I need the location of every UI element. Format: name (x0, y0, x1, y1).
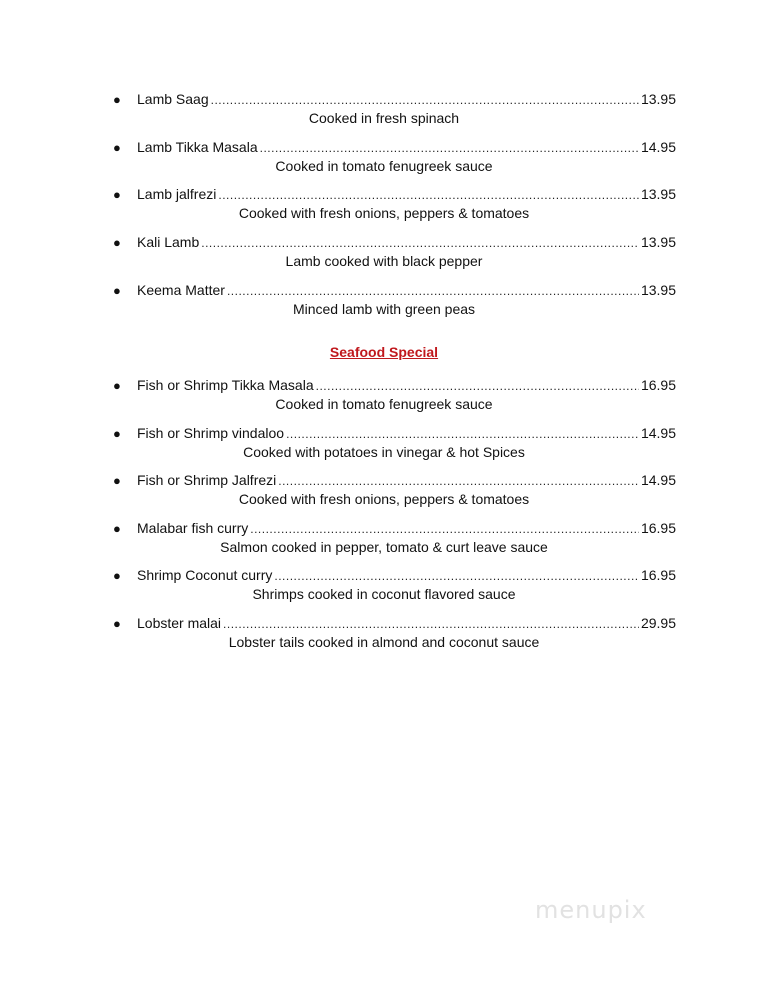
bullet-icon: ● (113, 140, 121, 155)
dot-leader (223, 615, 639, 633)
item-description: Salmon cooked in pepper, tomato & curt leave sauce (220, 539, 548, 555)
item-name: Lobster malai (137, 615, 222, 631)
item-name: Fish or Shrimp Tikka Masala (137, 377, 314, 393)
item-name: Lamb Saag (137, 91, 209, 107)
bullet-icon: ● (113, 283, 121, 298)
dot-leader (201, 234, 639, 252)
item-name: Keema Matter (137, 282, 225, 298)
item-name: Fish or Shrimp Jalfrezi (137, 472, 277, 488)
item-description: Shrimps cooked in coconut flavored sauce (252, 586, 516, 602)
dot-leader (218, 186, 639, 204)
item-price: 13.95 (640, 186, 676, 202)
item-price: 14.95 (640, 139, 676, 155)
item-description: Cooked in fresh spinach (308, 110, 460, 126)
bullet-icon: ● (113, 92, 121, 107)
item-description: Cooked with fresh onions, peppers & tomatoes (238, 491, 530, 507)
bullet-icon: ● (113, 568, 121, 583)
item-description: Cooked in tomato fenugreek sauce (275, 158, 493, 174)
bullet-icon: ● (113, 521, 121, 536)
item-price: 14.95 (640, 472, 676, 488)
item-description: Cooked with fresh onions, peppers & tomatoes (238, 205, 530, 221)
item-name: Fish or Shrimp vindaloo (137, 425, 285, 441)
bullet-icon: ● (113, 616, 121, 631)
dot-leader (286, 425, 639, 443)
item-name: Kali Lamb (137, 234, 200, 250)
bullet-icon: ● (113, 473, 121, 488)
bullet-icon: ● (113, 187, 121, 202)
bullet-icon: ● (113, 235, 121, 250)
item-description: Minced lamb with green peas (292, 301, 476, 317)
dot-leader (316, 377, 639, 395)
item-price: 14.95 (640, 425, 676, 441)
dot-leader (250, 520, 639, 538)
item-price: 13.95 (640, 282, 676, 298)
section-title-seafood: Seafood Special (329, 344, 439, 360)
bullet-icon: ● (113, 426, 121, 441)
watermark-logo: menupix (535, 896, 647, 924)
dot-leader (211, 91, 639, 109)
item-description: Lamb cooked with black pepper (285, 253, 483, 269)
item-price: 13.95 (640, 234, 676, 250)
item-name: Malabar fish curry (137, 520, 249, 536)
item-name: Shrimp Coconut curry (137, 567, 273, 583)
item-description: Lobster tails cooked in almond and coconut sauce (228, 634, 540, 650)
item-price: 29.95 (640, 615, 676, 631)
dot-leader (260, 139, 639, 157)
item-price: 13.95 (640, 91, 676, 107)
item-price: 16.95 (640, 520, 676, 536)
item-description: Cooked with potatoes in vinegar & hot Spices (243, 444, 525, 460)
item-name: Lamb Tikka Masala (137, 139, 258, 155)
item-description: Cooked in tomato fenugreek sauce (275, 396, 493, 412)
item-price: 16.95 (640, 567, 676, 583)
dot-leader (278, 472, 639, 490)
item-name: Lamb jalfrezi (137, 186, 217, 202)
bullet-icon: ● (113, 378, 121, 393)
item-price: 16.95 (640, 377, 676, 393)
dot-leader (227, 282, 639, 300)
dot-leader (274, 567, 639, 585)
